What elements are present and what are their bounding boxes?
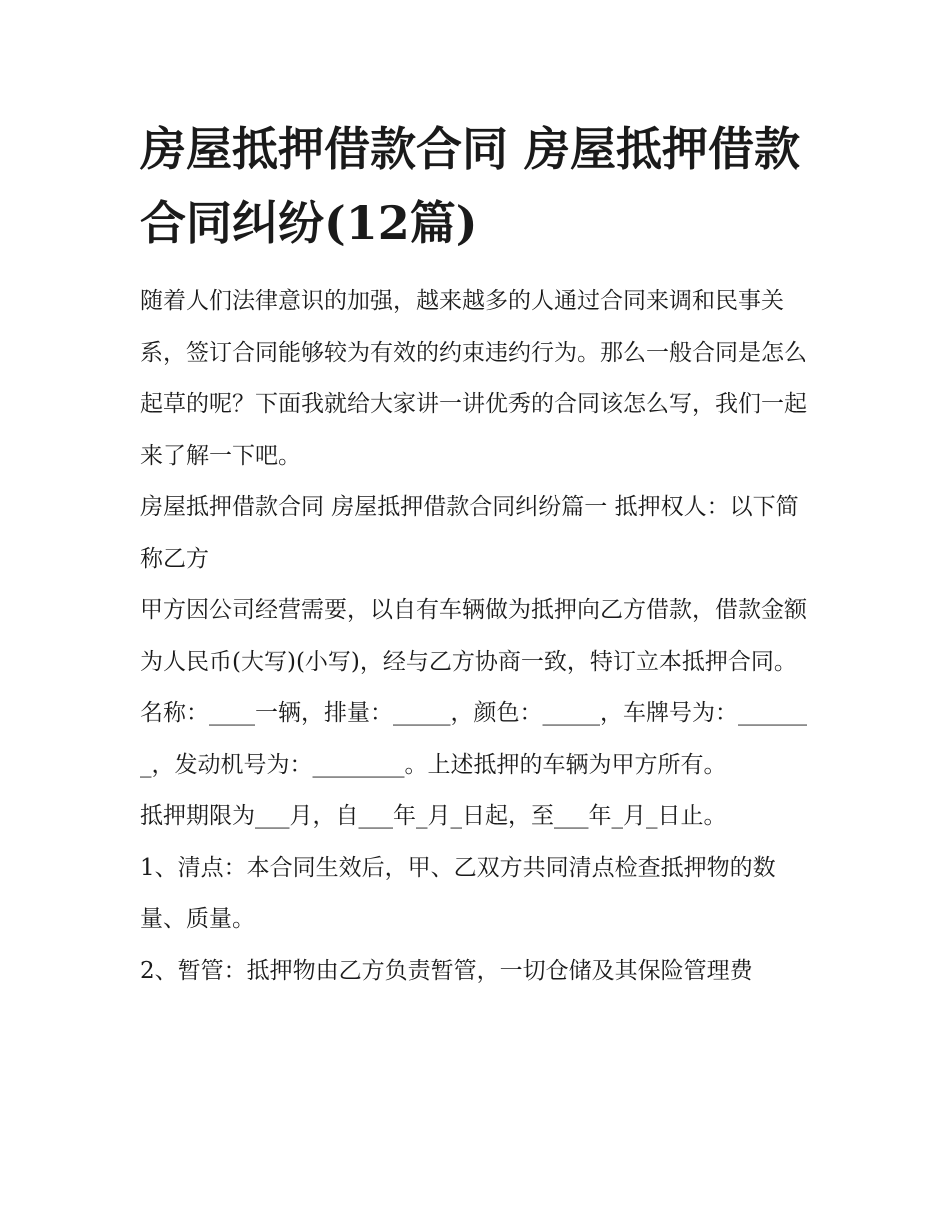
loan-purpose-paragraph: 甲方因公司经营需要，以自有车辆做为抵押向乙方借款，借款金额为人民币(大写)(小写)，经与乙方协商一致，特订立本抵押合同。 [140,597,807,675]
section-heading-paragraph: 房屋抵押借款合同 房屋抵押借款合同纠纷篇一 抵押权人：以下简称乙方 [140,494,799,572]
clause-2-paragraph: 2、暂管：抵押物由乙方负责暂管，一切仓储及其保险管理费 [140,957,753,984]
vehicle-details-paragraph: 名称：____一辆，排量：_____，颜色：_____，车牌号为：_______，发动机号为：________。上述抵押的车辆为甲方所有。 [140,700,807,778]
document-body [140,112,815,997]
clause-1-paragraph: 1、清点：本合同生效后，甲、乙双方共同清点检查抵押物的数量、质量。 [140,854,776,932]
mortgage-term-paragraph: 抵押期限为___月，自___年_月_日起，至___年_月_日止。 [140,803,727,829]
document-title: 房屋抵押借款合同 房屋抵押借款合同纠纷(12篇) [140,122,801,250]
intro-paragraph: 随着人们法律意识的加强，越来越多的人通过合同来调和民事关系，签订合同能够较为有效的约束违约行为。那么一般合同是怎么起草的呢？下面我就给大家讲一讲优秀的合同该怎么写，我们一起来了解一下吧。 [140,288,807,469]
